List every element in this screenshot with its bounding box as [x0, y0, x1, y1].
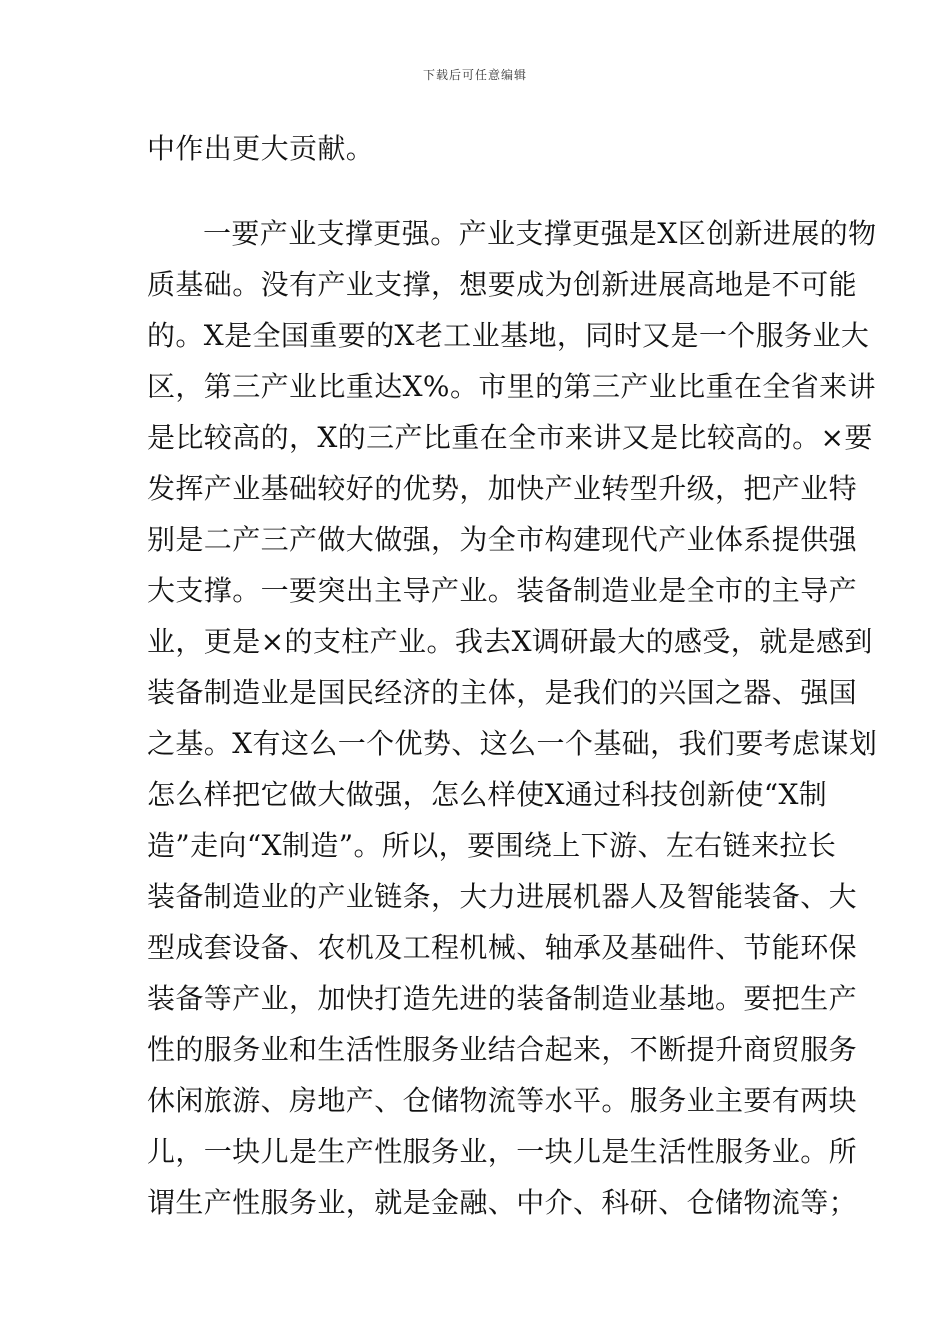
text-line: 中作出更大贡献。 [147, 132, 375, 165]
text-line: 休闲旅游、房地产、仓储物流等水平。服务业主要有两块 [147, 1084, 858, 1117]
text-line: 造”走向“X制造”。所以，要围绕上下游、左右链来拉长 [147, 829, 837, 862]
page-header: 下载后可任意编辑 [422, 68, 527, 82]
paragraph-continuation [147, 123, 807, 174]
text-line: 是比较高的，X的三产比重在全市来讲又是比较高的。×要 [147, 421, 873, 454]
text-line: 业，更是×的支柱产业。我去X调研最大的感受，就是感到 [147, 625, 873, 658]
text-line: 儿，一块儿是生产性服务业，一块儿是生活性服务业。所 [147, 1135, 858, 1168]
text-line: 型成套设备、农机及工程机械、轴承及基础件、节能环保 [147, 931, 858, 964]
text-line: 大支撑。一要突出主导产业。装备制造业是全市的主导产 [147, 574, 858, 607]
paragraph-gap [147, 174, 807, 208]
text-line: 别是二产三产做大做强，为全市构建现代产业体系提供强 [147, 523, 858, 556]
text-line: 装备制造业是国民经济的主体，是我们的兴国之器、强国 [147, 676, 858, 709]
text-line: 装备等产业，加快打造先进的装备制造业基地。要把生产 [147, 982, 858, 1015]
text-line: 发挥产业基础较好的优势，加快产业转型升级，把产业特 [147, 472, 858, 505]
text-line: 性的服务业和生活性服务业结合起来，不断提升商贸服务 [147, 1033, 858, 1066]
text-line: 之基。X有这么一个优势、这么一个基础，我们要考虑谋划 [147, 727, 878, 760]
text-line: 怎么样把它做大做强，怎么样使X通过科技创新使“X制 [147, 778, 828, 811]
text-line: 的。X是全国重要的X老工业基地，同时又是一个服务业大 [147, 319, 870, 352]
text-line: 区，第三产业比重达X%。市里的第三产业比重在全省来讲 [147, 370, 876, 403]
text-line: 一要产业支撑更强。产业支撑更强是X区创新进展的物 [203, 217, 877, 250]
text-line: 质基础。没有产业支撑，想要成为创新进展高地是不可能 [147, 268, 858, 301]
text-line: 装备制造业的产业链条，大力进展机器人及智能装备、大 [147, 880, 858, 913]
paragraph-industry-support [147, 208, 878, 1228]
text-line: 谓生产性服务业，就是金融、中介、科研、仓储物流等； [147, 1186, 858, 1219]
document-body [147, 123, 878, 1228]
